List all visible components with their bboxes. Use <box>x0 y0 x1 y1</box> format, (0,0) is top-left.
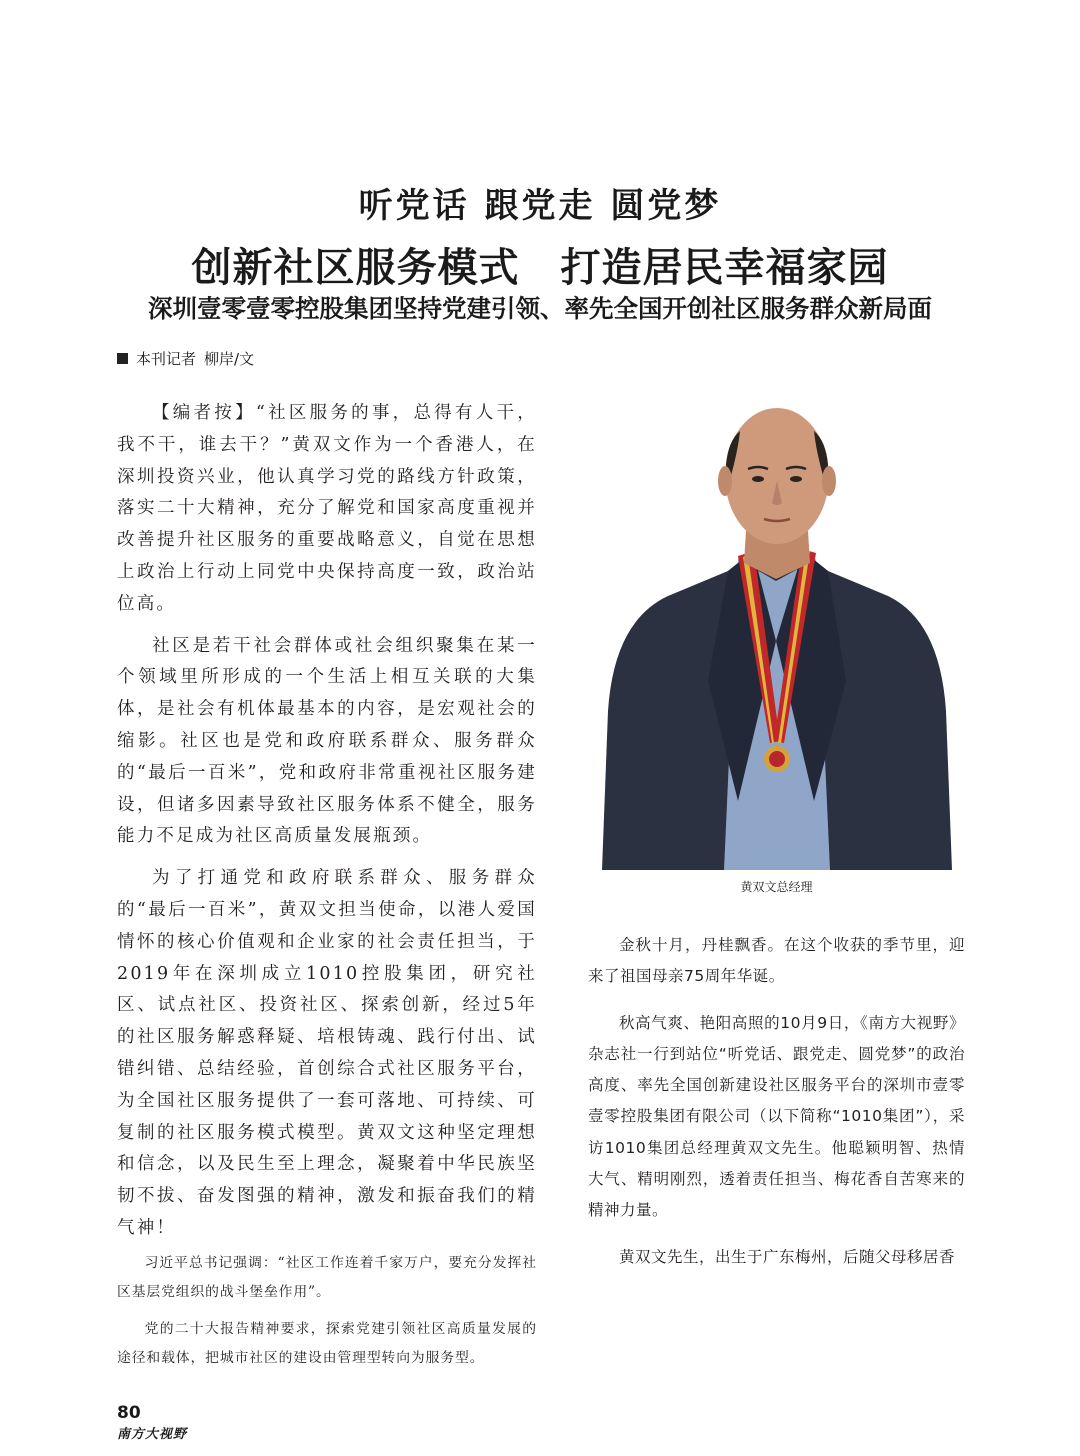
quote-xi-paragraph: 习近平总书记强调：“社区工作连着千家万户，要充分发挥社区基层党组织的战斗堡垒作用”。 <box>117 1254 537 1300</box>
autumn-paragraph: 金秋十月，丹桂飘香。在这个收获的季节里，迎来了祖国母亲75周年华诞。 <box>588 936 965 986</box>
headline-slogan: 听党话 跟党走 圆党梦 <box>358 186 722 226</box>
square-bullet-icon <box>117 353 128 364</box>
right-column <box>588 930 965 1273</box>
photo-caption: 黄双文总经理 <box>740 880 813 894</box>
visit-paragraph: 秋高气爽、艳阳高照的10月9日，《南方大视野》杂志社一行到站位“听党话、跟党走、圆党梦”的政治高度、率先全国创新建设社区服务平台的深圳市壹零壹零控股集团有限公司（以下简称“1010集团”），采访1010集团总经理黄双文先生。他聪颖明智、热情大气、精明刚烈，透着责任担当、梅花香自苦寒来的精神力量。 <box>588 1013 965 1220</box>
biography-paragraph: 黄双文先生，出生于广东梅州，后随父母移居香 <box>619 1247 956 1266</box>
byline-role: 本刊记者 <box>136 350 197 368</box>
community-paragraph: 社区是若干社会群体或社会组织聚集在某一个领域里所形成的一个生活上相互关联的大集体，是社会有机体最基本的内容，是宏观社会的缩影。社区也是党和政府联系群众、服务群众的“最后一百米”，党和政府非常重视社区服务建设，但诸多因素导致社区服务体系不健全，服务能力不足成为社区高质量发展瓶颈。 <box>117 635 537 847</box>
portrait-illustration <box>588 381 965 870</box>
magazine-logo: 南方大视野 <box>117 1427 188 1442</box>
byline-author: 柳岸/文 <box>204 350 255 368</box>
portrait-photo <box>588 381 965 870</box>
headline-main: 创新社区服务模式 打造居民幸福家园 <box>191 244 889 291</box>
editor-note-paragraph: 【编者按】“社区服务的事，总得有人干，我不干，谁去干？”黄双文作为一个香港人，在深圳投资兴业，他认真学习党的路线方针政策，落实二十大精神，充分了解党和国家高度重视并改善提升社区服务的重要战略意义，自觉在思想上政治上行动上同党中央保持高度一致，政治站位高。 <box>117 403 537 614</box>
headline-subtitle: 深圳壹零壹零控股集团坚持党建引领、率先全国开创社区服务群众新局面 <box>148 294 932 323</box>
quote-congress-paragraph: 党的二十大报告精神要求，探索党建引领社区高质量发展的途径和载体，把城市社区的建设由管理型转向为服务型。 <box>117 1320 537 1366</box>
byline <box>117 348 254 369</box>
left-column <box>117 398 537 1373</box>
page-number: 80 <box>117 1403 141 1423</box>
mission-paragraph: 为了打通党和政府联系群众、服务群众的“最后一百米”，黄双文担当使命，以港人爱国情怀的核心价值观和企业家的社会责任担当，于2019年在深圳成立1010控股集团，研究社区、试点社区、投资社区、探索创新，经过5年的社区服务解惑释疑、培根铸魂、践行付出、试错纠错、总结经验，首创综合式社区服务平台，为全国社区服务提供了一套可落地、可持续、可复制的社区服务模式模型。黄双文这种坚定理想和信念，以及民生至上理念，凝聚着中华民族坚韧不拔、奋发图强的精神，激发和振奋我们的精气神！ <box>117 868 537 1238</box>
